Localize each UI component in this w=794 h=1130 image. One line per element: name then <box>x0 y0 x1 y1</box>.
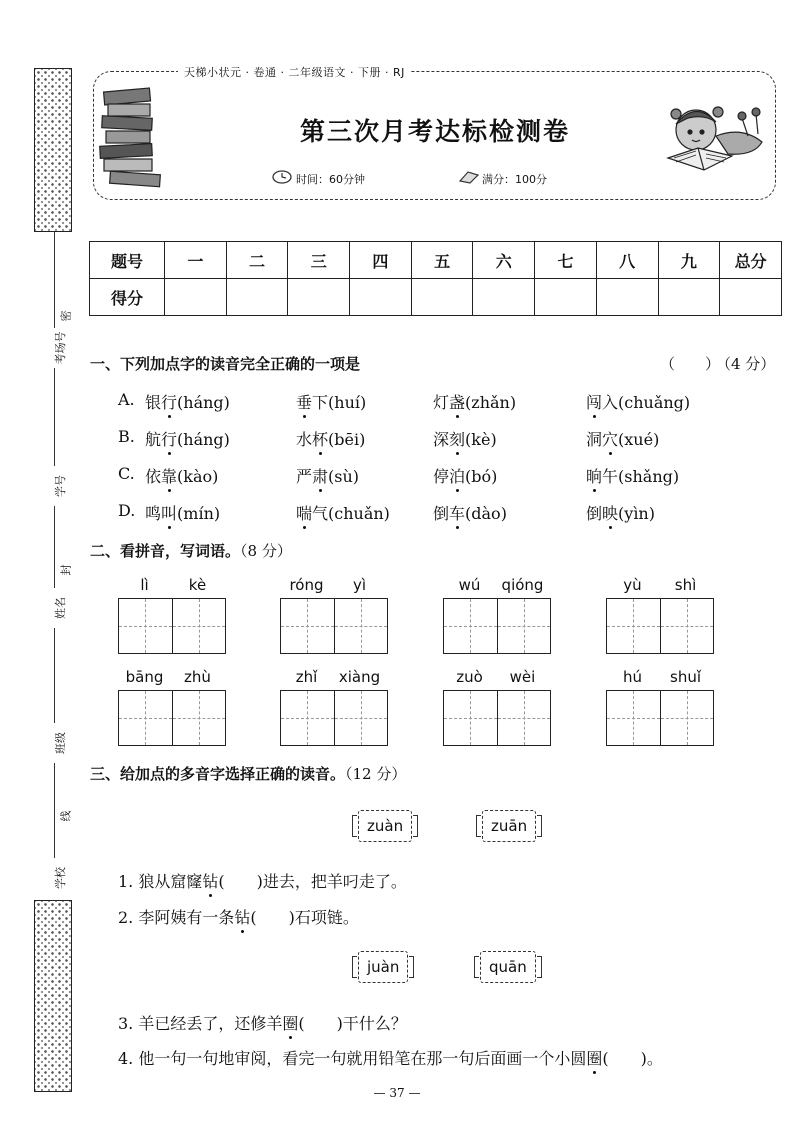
option-word <box>433 390 516 413</box>
question-2 <box>118 905 359 928</box>
option-word-prefix: 洞 <box>586 430 603 449</box>
writing-cell[interactable] <box>660 599 714 653</box>
option-word-dotted-char: 靠 <box>161 467 178 486</box>
pinyin-option-box: zuān <box>482 810 536 842</box>
option-word-dotted-char: 行 <box>161 430 178 449</box>
pinyin-syllable: lì <box>140 576 149 594</box>
option-word-reading: (bó) <box>465 467 498 486</box>
writing-grid[interactable] <box>280 598 388 654</box>
label-school: 学校 <box>52 858 68 898</box>
writing-cell[interactable] <box>607 599 660 653</box>
writing-cell[interactable] <box>119 691 172 745</box>
writing-cell[interactable] <box>172 599 226 653</box>
option-word-prefix: 严 <box>296 467 313 486</box>
pinyin-option-box: quān <box>480 951 536 983</box>
pinyin-syllable: qióng <box>501 576 544 594</box>
writing-cell[interactable] <box>497 599 551 653</box>
score-col-header: 三 <box>288 242 350 279</box>
question-4-text-before: 4. 他一句一句地审阅，看完一句就用铅笔在那一句后面画一个小圆 <box>118 1049 587 1068</box>
writing-cell[interactable] <box>334 691 388 745</box>
score-icon <box>458 169 480 185</box>
option-word-reading: 午(shǎng) <box>602 467 680 486</box>
score-col-header: 一 <box>165 242 227 279</box>
writing-cell[interactable] <box>334 599 388 653</box>
cut-mark-seal: 密 <box>59 310 73 322</box>
writing-grid[interactable] <box>118 598 226 654</box>
writing-grid[interactable] <box>118 690 226 746</box>
clock-icon <box>271 169 293 185</box>
question-4-dotted-char: 圈 <box>586 1049 603 1068</box>
binding-pattern-top <box>34 68 72 232</box>
score-col-header: 五 <box>411 242 473 279</box>
score-row-label-score: 得分 <box>90 279 165 316</box>
section1-heading <box>90 353 360 374</box>
question-2-dotted-char: 钻 <box>234 908 251 927</box>
option-word-dotted-char: 叫 <box>161 504 178 523</box>
writing-cell[interactable] <box>444 691 497 745</box>
cut-mark-close: 封 <box>59 564 73 576</box>
score-cell[interactable] <box>165 279 227 316</box>
time-limit: 时间：60分钟 <box>296 173 365 186</box>
writing-grid[interactable] <box>606 598 714 654</box>
question-1 <box>118 869 407 892</box>
option-word-dotted-char: 垂 <box>296 393 313 412</box>
option-letter[interactable]: C. <box>118 464 135 483</box>
option-word-reading: (bēi) <box>328 430 366 449</box>
pinyin-syllable: wú <box>458 576 481 594</box>
option-word-prefix: 停 <box>433 467 450 486</box>
writing-grid[interactable] <box>443 598 551 654</box>
option-letter[interactable]: D. <box>118 501 136 520</box>
pinyin-syllable: zhǐ <box>295 668 318 686</box>
score-col-header: 总分 <box>720 242 782 279</box>
score-cell[interactable] <box>720 279 782 316</box>
option-word-reading: (kè) <box>465 430 497 449</box>
pinyin-syllable: wèi <box>509 668 536 686</box>
pinyin-option-box: zuàn <box>358 810 412 842</box>
option-word <box>296 427 365 450</box>
pinyin-syllable: shuǐ <box>670 668 701 686</box>
section3-points: （12 分） <box>345 765 407 783</box>
option-word-reading: (mín) <box>177 504 221 523</box>
section2-points: （8 分） <box>240 542 292 560</box>
writing-cell[interactable] <box>607 691 660 745</box>
pinyin-syllable: róng <box>289 576 324 594</box>
score-col-header: 八 <box>596 242 658 279</box>
option-word-prefix: 鸣 <box>145 504 162 523</box>
option-word-prefix: 倒 <box>586 504 603 523</box>
option-letter[interactable]: B. <box>118 427 135 446</box>
writing-grid[interactable] <box>443 690 551 746</box>
score-cell[interactable] <box>411 279 473 316</box>
pinyin-syllable: kè <box>188 576 207 594</box>
option-word <box>145 464 218 487</box>
pinyin-syllable: bāng <box>125 668 164 686</box>
option-word-reading: (háng) <box>177 393 230 412</box>
score-col-header: 六 <box>473 242 535 279</box>
option-word-dotted-char: 晌 <box>586 467 603 486</box>
option-word-reading: 下(huí) <box>312 393 367 412</box>
score-row-label-question: 题号 <box>90 242 165 279</box>
section1-points: （4 分） <box>716 355 776 373</box>
score-table-header-row <box>90 242 782 279</box>
option-word-dotted-char: 映 <box>602 504 619 523</box>
writing-cell[interactable] <box>497 691 551 745</box>
section1-answer-paren[interactable]: （ ） <box>660 355 721 373</box>
option-letter[interactable]: A. <box>118 390 135 409</box>
pinyin-syllable: yù <box>623 576 642 594</box>
page-title: 第三次月考达标检测卷 <box>299 117 570 146</box>
score-col-header: 九 <box>658 242 720 279</box>
option-word-reading: (dào) <box>465 504 507 523</box>
option-word-dotted-char: 盏 <box>449 393 466 412</box>
score-table <box>89 241 782 316</box>
option-word-dotted-char: 穴 <box>602 430 619 449</box>
question-1-text-after[interactable]: ( )进去，把羊叼走了。 <box>218 872 407 891</box>
option-word-reading: 气(chuǎn) <box>312 504 390 523</box>
writing-cell[interactable] <box>444 599 497 653</box>
question-3-dotted-char: 圈 <box>282 1014 299 1033</box>
option-word-prefix: 水 <box>296 430 313 449</box>
score-col-header: 二 <box>226 242 288 279</box>
option-word <box>296 390 366 413</box>
label-name: 姓名 <box>52 588 68 628</box>
score-cell[interactable] <box>226 279 288 316</box>
label-student-number: 学号 <box>52 466 68 506</box>
option-word <box>145 427 230 450</box>
option-word-reading: (sù) <box>328 467 360 486</box>
section3-heading <box>90 763 406 784</box>
option-word <box>586 390 690 413</box>
option-word-dotted-char: 刻 <box>449 430 466 449</box>
option-word-prefix: 依 <box>145 467 162 486</box>
writing-cell[interactable] <box>281 599 334 653</box>
reading-girl-illustration <box>658 96 770 192</box>
option-word <box>586 464 679 487</box>
question-3-text-before: 3. 羊已经丢了，还修羊 <box>118 1014 283 1033</box>
score-cell[interactable] <box>350 279 412 316</box>
writing-cell[interactable] <box>281 691 334 745</box>
option-word-reading: (xué) <box>618 430 660 449</box>
writing-grid[interactable] <box>280 690 388 746</box>
score-col-header: 四 <box>350 242 412 279</box>
question-2-text-before: 2. 李阿姨有一条 <box>118 908 235 927</box>
writing-cell[interactable] <box>119 599 172 653</box>
score-col-header: 七 <box>535 242 597 279</box>
writing-cell[interactable] <box>172 691 226 745</box>
binding-pattern-bottom <box>34 900 72 1092</box>
option-word-reading: (kào) <box>177 467 219 486</box>
score-table-score-row <box>90 279 782 316</box>
option-word-dotted-char: 泊 <box>449 467 466 486</box>
option-word-dotted-char: 杯 <box>312 430 329 449</box>
option-word-prefix: 倒 <box>433 504 450 523</box>
option-word-dotted-char: 车 <box>449 504 466 523</box>
question-1-dotted-char: 钻 <box>202 872 219 891</box>
section1-title: 一、下列加点字的读音完全正确的一项是 <box>90 355 361 373</box>
question-4 <box>118 1046 663 1069</box>
score-cell[interactable] <box>535 279 597 316</box>
question-1-text-before: 1. 狼从窟窿 <box>118 872 203 891</box>
option-word <box>586 501 655 524</box>
option-word <box>586 427 659 450</box>
option-word-dotted-char: 闯 <box>586 393 603 412</box>
score-cell[interactable] <box>596 279 658 316</box>
option-word-prefix: 航 <box>145 430 162 449</box>
books-illustration <box>98 84 166 188</box>
option-word-reading: (zhǎn) <box>465 393 517 412</box>
option-word <box>433 464 497 487</box>
section2-title: 二、看拼音，写词语。 <box>90 542 241 560</box>
series-label: 天梯小状元 · 卷通 · 二年级语文 · 下册 · RJ <box>178 64 411 80</box>
option-word-prefix: 灯 <box>433 393 450 412</box>
writing-cell[interactable] <box>660 691 714 745</box>
full-score: 满分：100分 <box>482 173 547 186</box>
page-number: — 37 — <box>373 1086 421 1100</box>
pinyin-syllable: zuò <box>456 668 483 686</box>
score-cell[interactable] <box>288 279 350 316</box>
section3-title: 三、给加点的多音字选择正确的读音。 <box>90 765 346 783</box>
pinyin-syllable: yì <box>352 576 367 594</box>
option-word-prefix: 银 <box>145 393 162 412</box>
question-3-text-after[interactable]: ( )干什么？ <box>298 1014 407 1033</box>
pinyin-syllable: shì <box>674 576 697 594</box>
option-word-prefix: 深 <box>433 430 450 449</box>
pinyin-syllable: hú <box>622 668 642 686</box>
option-word <box>433 427 497 450</box>
question-3 <box>118 1011 407 1034</box>
option-word-reading: (háng) <box>177 430 230 449</box>
label-class: 班级 <box>52 723 68 763</box>
question-4-text-after[interactable]: ( )。 <box>602 1049 663 1068</box>
option-word-reading: 入(chuǎng) <box>602 393 691 412</box>
pinyin-syllable: xiàng <box>338 668 381 686</box>
cut-mark-line: 线 <box>59 810 73 822</box>
section2-heading <box>90 540 292 561</box>
score-cell[interactable] <box>658 279 720 316</box>
option-word <box>296 464 359 487</box>
score-cell[interactable] <box>473 279 535 316</box>
pinyin-option-box: juàn <box>358 951 408 983</box>
option-word-dotted-char: 肃 <box>312 467 329 486</box>
option-word <box>433 501 507 524</box>
option-word <box>296 501 390 524</box>
writing-grid[interactable] <box>606 690 714 746</box>
option-word <box>145 501 220 524</box>
option-word-dotted-char: 喘 <box>296 504 313 523</box>
label-exam-room: 考场号 <box>52 328 68 368</box>
pinyin-syllable: zhù <box>184 668 211 686</box>
question-2-text-after[interactable]: ( )石项链。 <box>250 908 359 927</box>
option-word <box>145 390 230 413</box>
option-word-reading: (yìn) <box>618 504 655 523</box>
option-word-dotted-char: 行 <box>161 393 178 412</box>
